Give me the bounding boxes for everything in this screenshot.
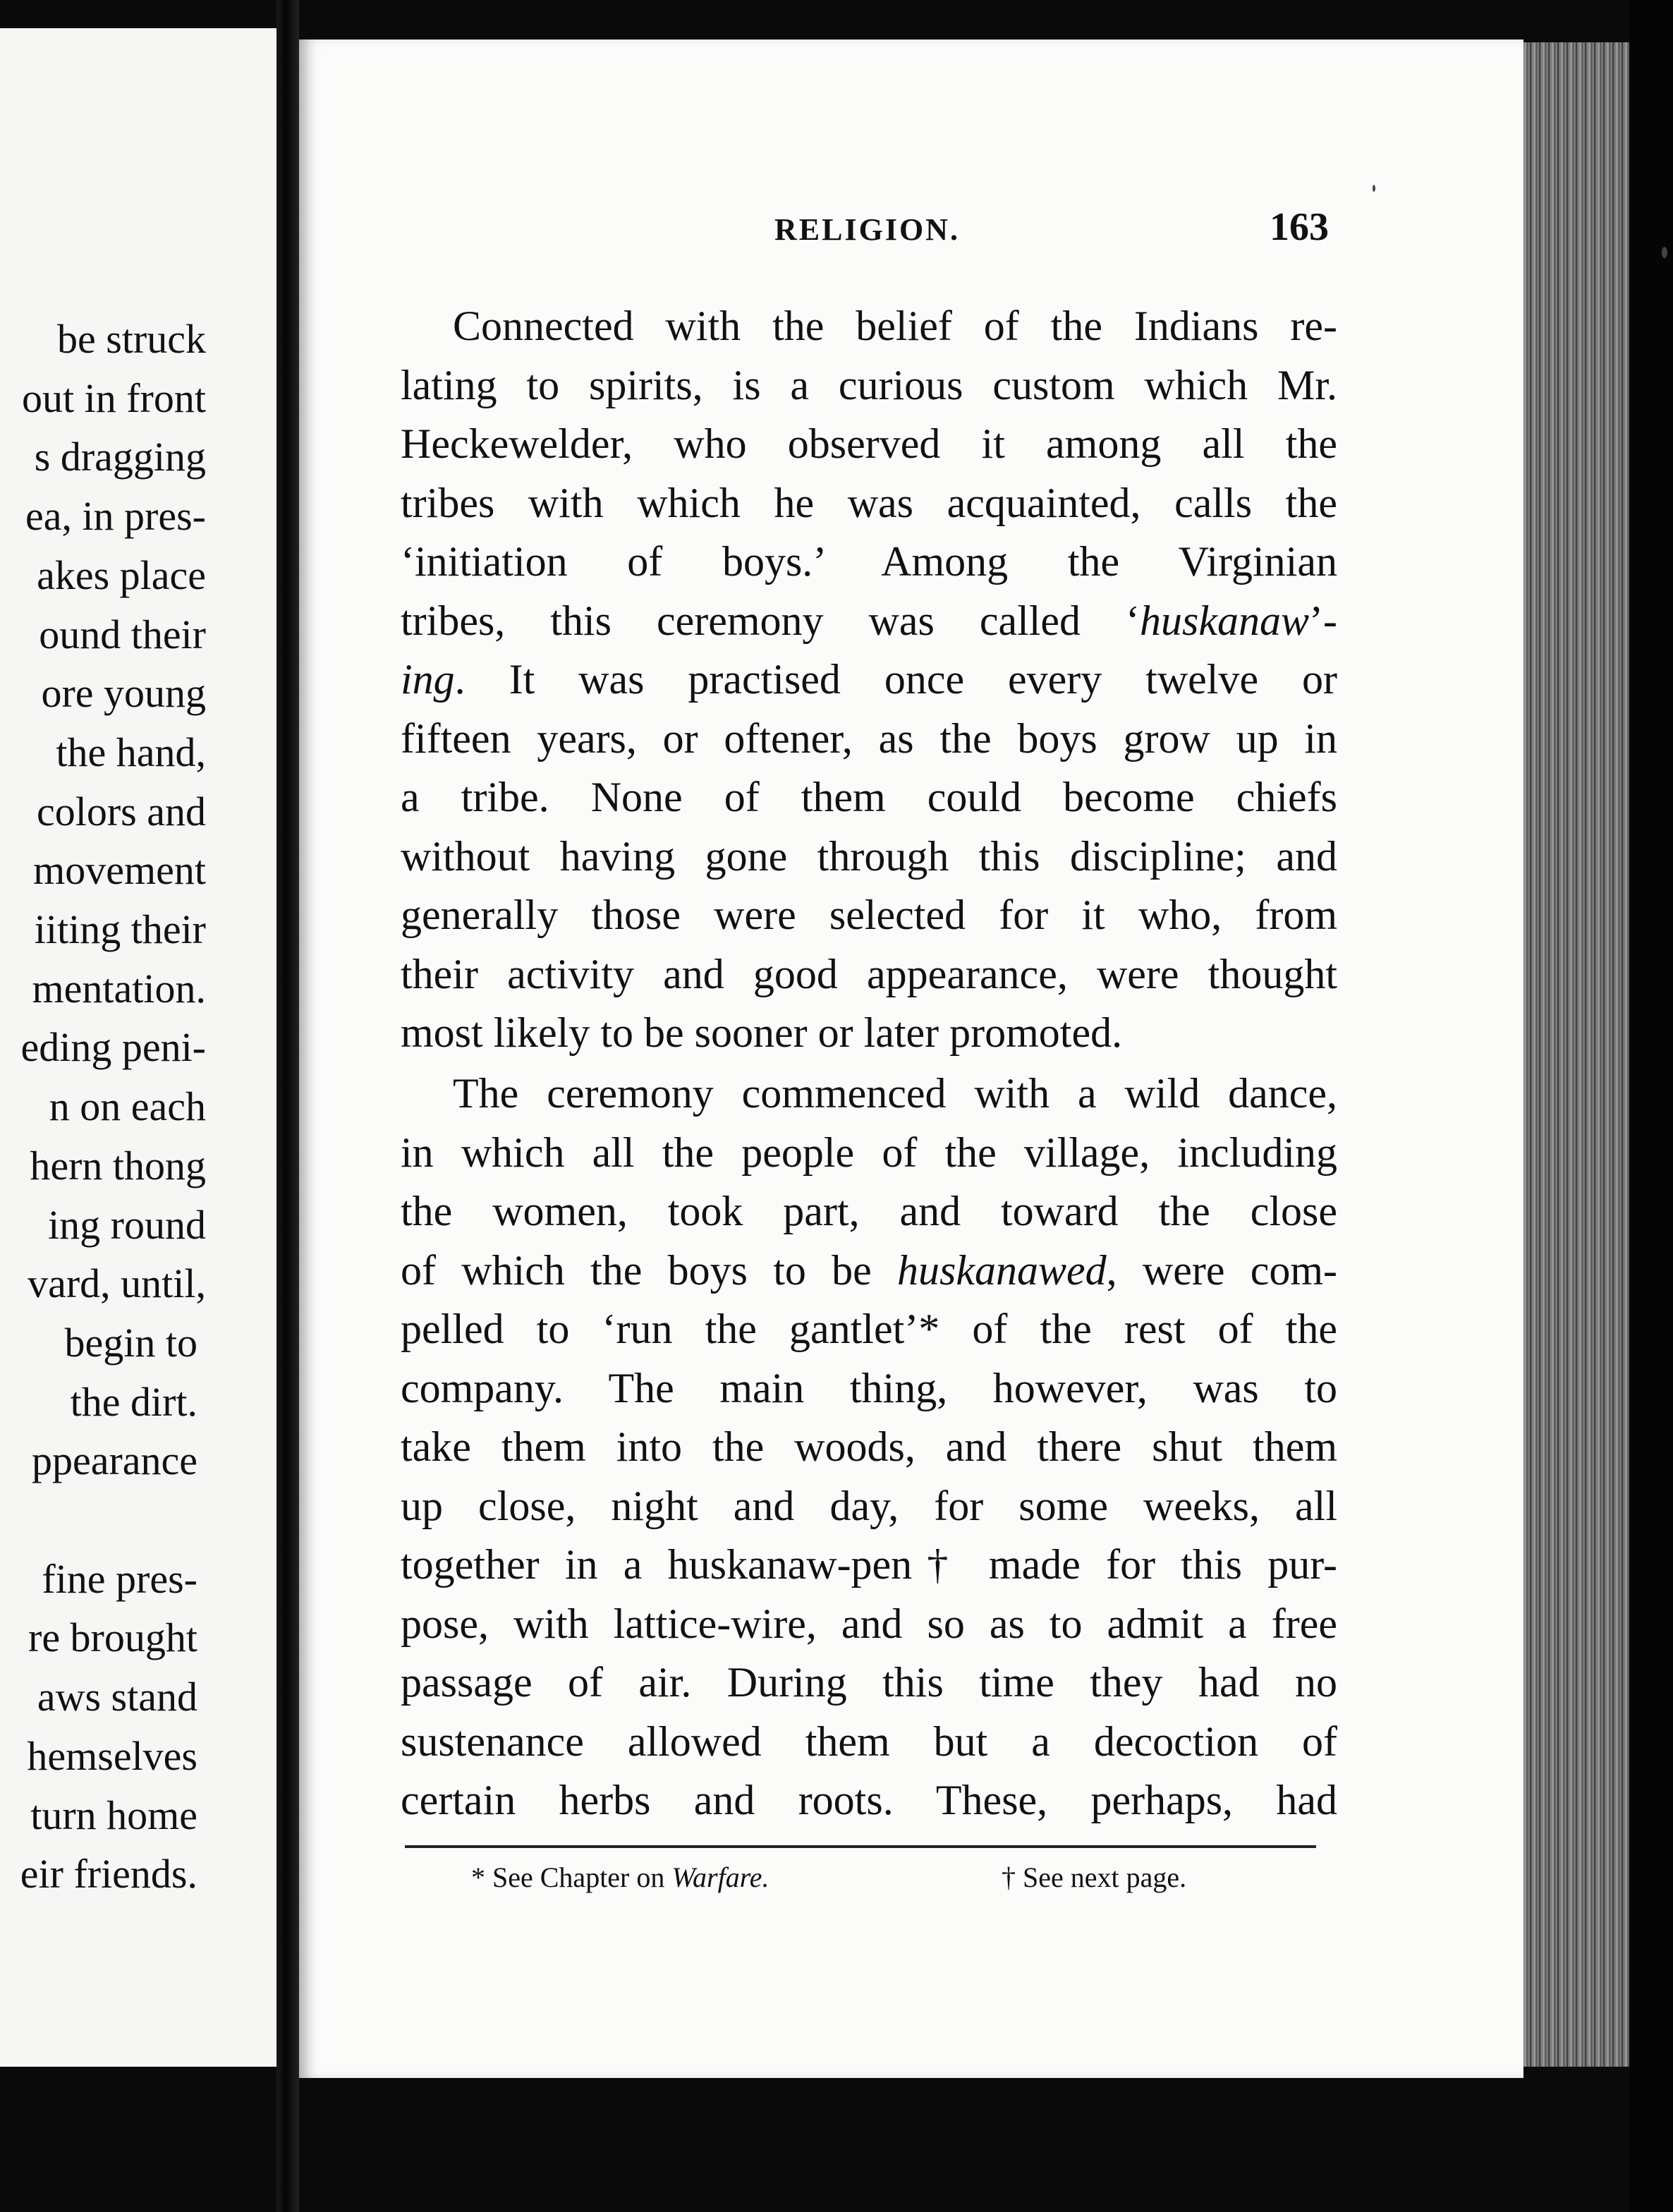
- body-line: tribes with which he was acquainted, calls the: [401, 479, 1337, 526]
- body-line: pelled to ‘run the gantlet’* of the rest of the: [401, 1306, 1337, 1352]
- previous-page-line: eir friends.: [20, 1851, 197, 1897]
- book-gutter: [276, 0, 299, 2212]
- previous-page-line: the hand,: [56, 729, 206, 775]
- previous-page-line: colors and: [37, 788, 206, 834]
- body-line: company. The main thing, however, was to: [401, 1364, 1337, 1411]
- body-line: Connected with the belief of the Indians re-: [453, 303, 1337, 349]
- previous-page-line: out in front: [22, 375, 206, 421]
- previous-page-line: ea, in pres-: [25, 493, 206, 540]
- body-line: their activity and good appearance, were thought: [401, 950, 1337, 997]
- previous-page-line: fine pres-: [42, 1555, 197, 1602]
- footnote-next-page: † See next page.: [1002, 1861, 1187, 1893]
- previous-page-line: turn home: [30, 1792, 197, 1838]
- body-line: a tribe. None of them could become chiefs: [401, 774, 1337, 820]
- body-line: pose, with lattice-wire, and so as to admit a free: [401, 1600, 1337, 1647]
- footnote-warfare-title: Warfare.: [671, 1861, 769, 1893]
- previous-page-line: ing round: [48, 1201, 206, 1248]
- previous-page-line: s dragging: [34, 434, 206, 480]
- footnote-warfare: [471, 1861, 769, 1894]
- running-head: RELIGION.: [774, 212, 960, 247]
- body-line: lating to spirits, is a curious custom which Mr.: [401, 361, 1337, 408]
- body-line: without having gone through this discipline; and: [401, 832, 1337, 880]
- previous-page-line: iiting their: [34, 906, 206, 952]
- body-line: sustenance allowed them but a decoction of: [401, 1718, 1337, 1765]
- body-line: The ceremony commenced with a wild dance,: [453, 1070, 1337, 1117]
- body-line: take them into the woods, and there shut them: [401, 1423, 1337, 1470]
- previous-page-fragment: [0, 28, 276, 2067]
- body-line: generally those were selected for it who, from: [401, 892, 1337, 938]
- body-line: most likely to be sooner or later promoted.: [401, 1009, 1123, 1056]
- previous-page-line: hern thong: [30, 1142, 206, 1189]
- previous-page-line: n on each: [49, 1083, 206, 1130]
- body-line: Heckewelder, who observed it among all the: [401, 420, 1337, 467]
- previous-page-line: begin to: [64, 1319, 197, 1366]
- body-line: certain herbs and roots. These, perhaps, had: [401, 1777, 1337, 1823]
- footnote-warfare-prefix: * See Chapter on: [471, 1861, 672, 1893]
- page-fore-edge: [1523, 42, 1629, 2067]
- previous-page-line: akes place: [37, 552, 206, 598]
- previous-page-line: mentation.: [32, 965, 206, 1011]
- previous-page-line: be struck: [57, 316, 206, 362]
- scan-speck: [1373, 185, 1375, 192]
- body-line: passage of air. During this time they had no: [401, 1659, 1337, 1706]
- scan-speck: [1662, 247, 1667, 258]
- body-line: of which the boys to be huskanawed, were com-: [401, 1246, 1337, 1294]
- previous-page-line: movement: [33, 847, 206, 894]
- scan-border: [1629, 0, 1673, 2212]
- previous-page-line: hemselves: [27, 1732, 197, 1779]
- footnote-rule: [405, 1845, 1316, 1848]
- body-line: in which all the people of the village, including: [401, 1129, 1337, 1176]
- previous-page-line: re brought: [28, 1615, 197, 1661]
- previous-page-line: ppearance: [31, 1438, 197, 1484]
- body-line: ‘initiation of boys.’ Among the Virginian: [401, 538, 1337, 585]
- body-line: together in a huskanaw-pen† made for this pur-: [401, 1541, 1337, 1588]
- page-number: 163: [1270, 205, 1329, 249]
- body-line: fifteen years, or oftener, as the boys grow up in: [401, 715, 1337, 762]
- body-line: the women, took part, and toward the close: [401, 1188, 1337, 1234]
- body-line: ing. It was practised once every twelve or: [401, 656, 1337, 703]
- previous-page-line: the dirt.: [70, 1378, 197, 1425]
- body-line: up close, night and day, for some weeks, all: [401, 1482, 1337, 1529]
- previous-page-line: ore young: [41, 670, 206, 717]
- body-line: tribes, this ceremony was called ‘huskanaw’-: [401, 597, 1337, 644]
- previous-page-line: eding peni-: [20, 1024, 206, 1071]
- previous-page-line: vard, until,: [28, 1260, 206, 1307]
- previous-page-line: aws stand: [37, 1674, 197, 1720]
- previous-page-line: ound their: [39, 611, 206, 657]
